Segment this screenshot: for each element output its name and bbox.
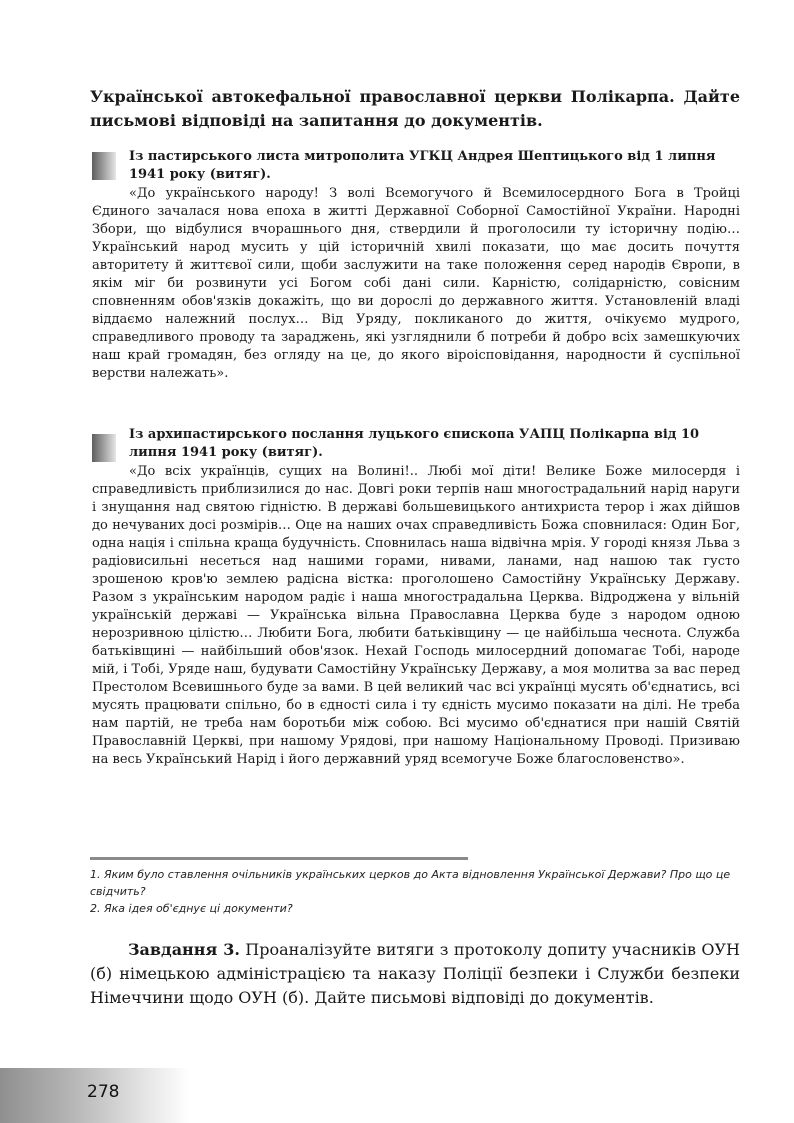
divider xyxy=(90,857,468,860)
page-number: 278 xyxy=(87,1082,120,1102)
section-marker-icon xyxy=(92,152,116,180)
document-title: Із пастирського листа митрополита УГКЦ Андрея Шептицького від 1 липня 1941 року (витяг). xyxy=(129,149,716,182)
document-body: «До українського народу! З волі Всемогучого й Всемилосердного Бога в Тройці Єдиного зачалася нова епоха в житті Державної Соборної Самостійної України. Народні Збори, що відбулися вчорашнього дня, ствердили й проголосили ту історичну подію… Український народ мусить у цій історичній хвилі показати, що має досить почуття авторитету й життєвої сили, щоби заслужити на таке положення серед народів Європи, в якім міг би розвинути усі Богом собі дані сили. Карністю, солідарністю, совісним сповненням обов'язків докажіть, що ви дорослі до державного життя. Установленій владі віддаємо належний послух… Від Уряду, покликаного до життя, очікуємо мудрого, справедливого проводу та зараджень, які узгляднили б потреби й добро всіх замешкуючих наш край громадян, без огляду на це, до якого віроісповідання, народности й суспільної верстви належать». xyxy=(92,186,740,381)
document-excerpt-sheptytsky xyxy=(92,148,740,383)
question-item: 1. Яким було ставлення очільників українських церков до Акта відновлення Української Держави? Про що це свідчить? xyxy=(90,868,731,898)
document-title: Із архипастирського послання луцького єпископа УАПЦ Полікарпа від 10 липня 1941 року (витяг). xyxy=(129,427,700,460)
section-marker-icon xyxy=(92,434,116,462)
document-excerpt-polikarp xyxy=(92,426,740,769)
document-body: «До всіх українців, сущих на Волині!.. Любі мої діти! Велике Боже милосердя і справедливість приблизилися до нас. Довгі роки терпів наш многострадальний нарід наруги і знущання над святою гідністю. В державі большевицького антихриста терор і жах дійшов до нечуваних досі розмірів… Оце на наших очах справедливість Божа сповнилася: Один Бог, одна нація і спільна краща будучність. Сповнилась наша відвічна мрія. У городі князя Льва з радіовисильні несеться над нашими горами, нивами, ланами, над нашою так густо зрошеною кров'ю землею радісна вістка: проголошено Самостійну Українську Державу. Разом з українським народом радіє і наша многострадальна Церква. Відроджена у вільній українській державі — Українська вільна Православна Церква буде з народом одною нерозривною цілістю… Любити Бога, любити батьківщину — це найбільша чеснота. Служба батьківщині — найбільший обов'язок. Нехай Господь милосердний допомагає Тобі, народе мій, і Тобі, Уряде наш, будувати Самостійну Українську Державу, а моя молитва за вас перед Престолом Всевишнього буде за вами. В цей великий час всі українці мусять об'єднатись, всі мусять працювати спільно, бо в єдності сила і ту єдність мусимо показати на ділі. Не треба нам партій, не треба нам боротьби між собою. Всі мусимо об'єднатися при нашій Святій Православній Церкві, при нашому Урядові, при нашому Національному Проводі. Призиваю на весь Український Нарід і його державний уряд всемогуче Боже благословенство». xyxy=(92,464,740,767)
task-paragraph xyxy=(90,938,740,1010)
question-item: 2. Яка ідея об'єднує ці документи? xyxy=(90,902,293,915)
task-label: Завдання 3. xyxy=(128,940,240,959)
intro-paragraph: Української автокефальної православної церкви Полікарпа. Дайте письмові відповіді на запитання до документів. xyxy=(90,87,740,130)
task-text: Проаналізуйте витяги з протоколу допиту учасників ОУН (б) німецькою адміністрацією та наказу Поліції безпеки і Служби безпеки Німеччини щодо ОУН (б). Дайте письмові відповіді до документів. xyxy=(90,940,740,1007)
questions-block xyxy=(90,866,750,917)
